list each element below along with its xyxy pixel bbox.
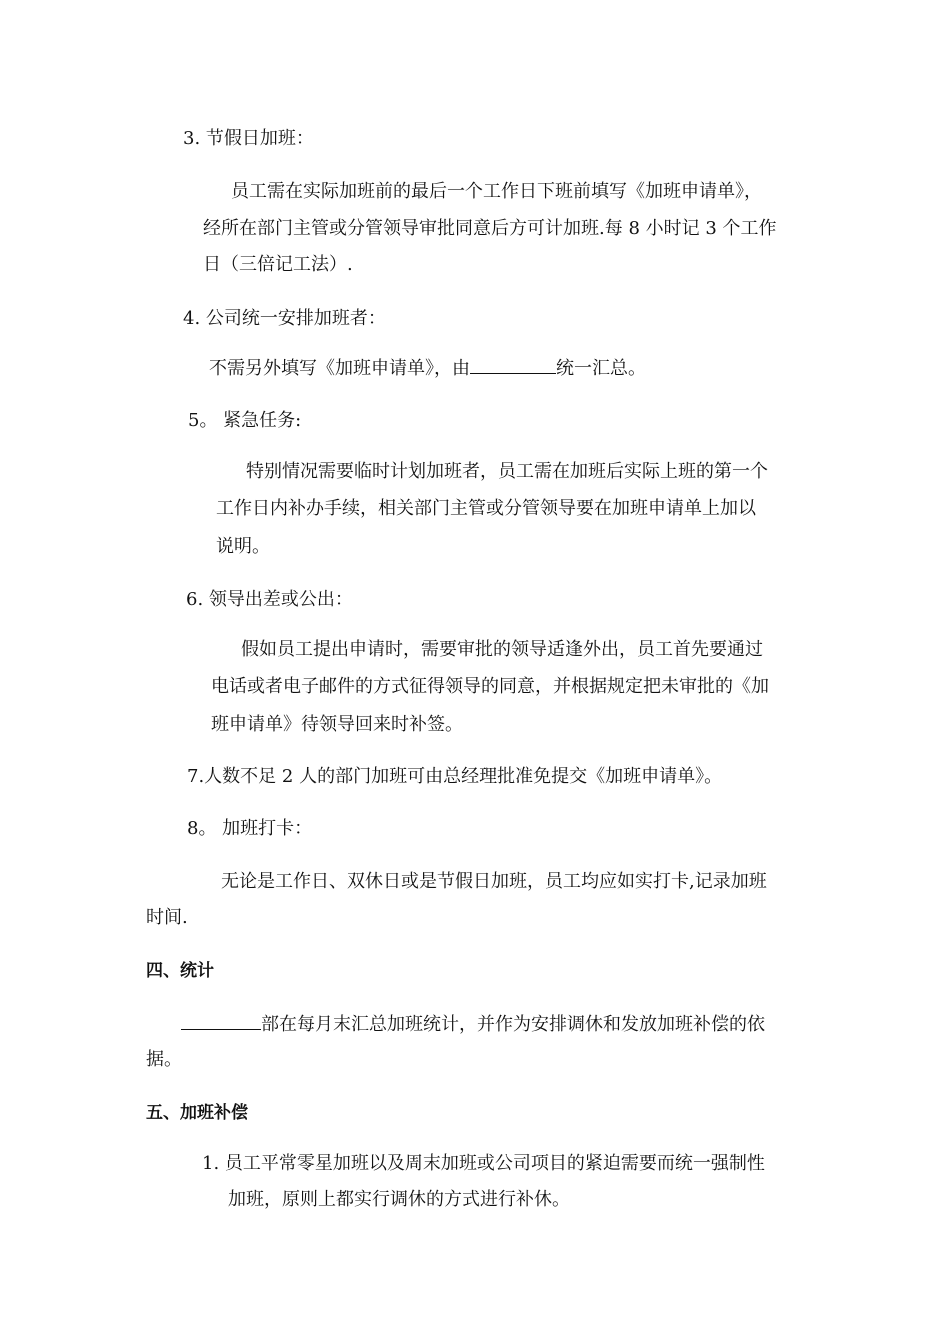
- section5-item1-line1: 1. 员工平常零星加班以及周末加班或公司项目的紧迫需要而统一强制性: [202, 1153, 765, 1174]
- item3-line2: 经所在部门主管或分管领导审批同意后方可计加班.每 8 小时记 3 个工作: [203, 218, 777, 239]
- item6-line2: 电话或者电子邮件的方式征得领导的同意，并根据规定把未审批的《加: [211, 676, 769, 697]
- item8-line1: 无论是工作日、双休日或是节假日加班，员工均应如实打卡,记录加班: [221, 871, 767, 892]
- item6-heading: 6. 领导出差或公出：: [186, 589, 353, 610]
- item6-line3: 班申请单》待领导回来时补签。: [211, 714, 463, 735]
- item3-line3: 日（三倍记工法）.: [203, 254, 353, 275]
- item3-line1: 员工需在实际加班前的最后一个工作日下班前填写《加班申请单》，: [231, 181, 762, 202]
- item6-line1: 假如员工提出申请时，需要审批的领导适逢外出，员工首先要通过: [241, 639, 763, 660]
- item4-body: [209, 355, 646, 382]
- item5-heading: 5。 紧急任务:: [188, 410, 302, 431]
- item7-text: 7.人数不足 2 人的部门加班可由总经理批准免提交《加班申请单》。: [187, 766, 723, 787]
- section4-line2: 据。: [146, 1049, 182, 1070]
- item5-line2: 工作日内补办手续，相关部门主管或分管领导要在加班申请单上加以: [216, 498, 756, 519]
- item4-blank-field[interactable]: [470, 355, 556, 374]
- item4-text-before: 不需另外填写《加班申请单》，由: [209, 358, 470, 379]
- section5-item1-line2: 加班，原则上都实行调休的方式进行补休。: [228, 1189, 570, 1210]
- item4-heading: 4. 公司统一安排加班者：: [183, 308, 386, 329]
- item5-line1: 特别情况需要临时计划加班者，员工需在加班后实际上班的第一个: [246, 461, 768, 482]
- section4-title: 四、统计: [146, 961, 214, 981]
- section4-text: 部在每月末汇总加班统计，并作为安排调休和发放加班补偿的依: [261, 1014, 765, 1035]
- section4-blank-field[interactable]: [181, 1011, 261, 1030]
- item3-heading: 3. 节假日加班：: [183, 128, 314, 149]
- item8-line2: 时间.: [146, 907, 188, 928]
- item8-heading: 8。 加班打卡：: [187, 818, 313, 839]
- section4-body: [181, 1011, 765, 1038]
- item4-text-after: 统一汇总。: [556, 358, 646, 379]
- section5-title: 五、加班补偿: [146, 1103, 248, 1123]
- item5-line3: 说明。: [216, 536, 270, 557]
